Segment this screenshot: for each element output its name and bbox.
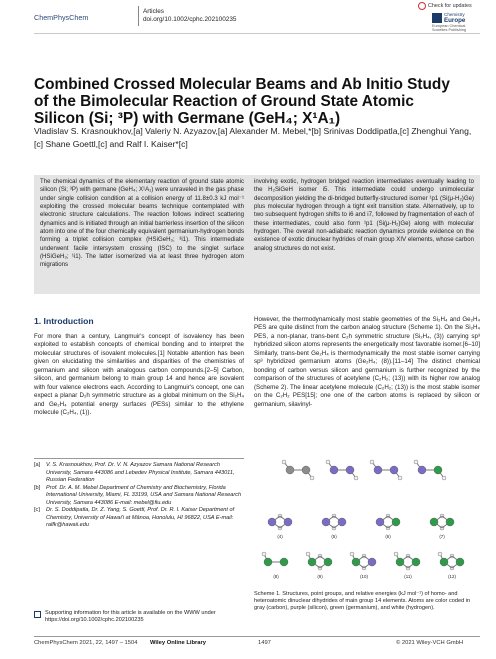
abstract-right: involving exotic, hydrogen bridged reaction intermediates eventually leading to the H₂SiGeH isomer i5. This intermediate could undergo unimolecular decomposition yielding the di-bridged butterfly-structured isomer ¹p1 (Si(μ-H₂)Ge) plus molecular hydrogen through a tight exit transition state. Alternatively, up to two subsequent hydrogen shifts to i6 and i7, followed by fragmentation of each of these intermediates, could also form ¹p1 (Si(μ-H₂)Ge) along with molecular hydrogen. The overall non-adiabatic reaction dynamics provide evidence on the existence of exotic dinuclear hydrides of main group XIV elements, whose carbon analog structures do not exist.	[254, 178, 474, 252]
check-updates-button[interactable]	[418, 2, 472, 10]
article-title: Combined Crossed Molecular Beams and Ab Initio Study of the Bimolecular Reaction of Ground State Atomic Silicon (Si; ³P) with Germane (GeH₄; X¹A₁)	[34, 76, 450, 127]
heavy-atom	[338, 518, 346, 526]
heavy-atom	[368, 558, 376, 566]
hydrogen-atom	[414, 460, 418, 464]
hydrogen-atom	[442, 476, 446, 480]
check-updates-label: Check for updates	[428, 3, 472, 9]
hydrogen-atom	[310, 476, 314, 480]
heavy-atom	[284, 518, 292, 526]
section-label: Articles	[143, 8, 164, 15]
heavy-atom	[374, 466, 382, 474]
heavy-atom	[418, 466, 426, 474]
hydrogen-atom	[262, 552, 266, 556]
hydrogen-atom	[394, 552, 398, 556]
heavy-atom	[330, 466, 338, 474]
heavy-atom	[376, 518, 384, 526]
intro-left-column: For more than a century, Langmuir's concept of isovalency has been exploited to establish concepts of chemical bonding and to interpret the molecular structures of isovalent molecules.[1] Notable attention has been given on elucidating the similarities and disparities of the chemistries of germanium and silicon with analogous carbon compounds.[2–5] Carbon, silicon, and germanium belong to main group 14 and hence are isovalent with four valence electrons each. According to Langmuir's concept, one can expect a planar D₂h symmetric structure as a global minimum on the Si₂H₄ and Ge₂H₄ potential energy surfaces (PESs) similar to the ethylene molecule (C₂H₄, (1)).	[34, 333, 244, 417]
publisher-line1: Chemistry	[444, 12, 465, 17]
affiliation-item: [b] Prof. Dr. A. M. Mebel Department of Chemistry and Biochemistry, Florida International University, Miami, FL 33199, USA and Samara National Research University, Samara 443086 E-mail: mebel@fiu.edu	[34, 484, 242, 506]
affiliation-item: [c] Dr. S. Doddipatla, Dr. Z. Yang, S. Goettl, Prof. Dr. R. I. Kaiser Department of Chemistry, University of Hawai'i at Mānoa, Honolulu, HI 96822, USA E-mail: ralfk@hawaii.edu	[34, 507, 235, 529]
affiliation-item: [a] V. S. Krasnoukhov, Prof. Dr. V. N. Azyazov Samara National Research University, Samara 443086 and Lebedev Physical Institute, Samara 443011, Russian Federation	[34, 462, 235, 484]
supporting-info[interactable]	[34, 610, 244, 624]
publisher-logo	[432, 12, 480, 33]
hydrogen-atom	[438, 552, 442, 556]
compound-label: (7)	[439, 534, 445, 539]
scheme-figure	[254, 452, 480, 592]
heavy-atom	[456, 558, 464, 566]
heavy-atom	[324, 558, 332, 566]
heavy-atom	[322, 518, 330, 526]
heavy-atom	[396, 558, 404, 566]
journal-name[interactable]: ChemPhysChem	[34, 13, 89, 22]
compound-label: (12)	[448, 574, 456, 579]
supporting-info-text: Supporting information for this article is available on the WWW under https://doi.org/10.1002/cphc.202100235	[45, 610, 216, 623]
footer-citation: ChemPhysChem 2021, 22, 1497 – 1504	[34, 640, 138, 646]
doi-link[interactable]: doi.org/10.1002/cphc.202100235	[143, 16, 237, 23]
wiley-online-library-link[interactable]: Wiley Online Library	[150, 640, 206, 646]
heavy-atom	[390, 466, 398, 474]
heavy-atom	[440, 558, 448, 566]
heavy-atom	[434, 466, 442, 474]
compound-label: (11)	[404, 574, 412, 579]
heavy-atom	[412, 558, 420, 566]
supporting-info-icon	[34, 611, 41, 618]
header-rule	[34, 33, 480, 34]
heavy-atom	[392, 518, 400, 526]
page-header	[0, 0, 496, 33]
compound-label: (9)	[317, 574, 323, 579]
hydrogen-atom	[350, 552, 354, 556]
heavy-atom	[264, 558, 272, 566]
heavy-atom	[430, 518, 438, 526]
page-number: 1497	[258, 640, 271, 646]
footer-rule	[34, 636, 480, 637]
heavy-atom	[280, 558, 288, 566]
affiliation-rule	[34, 458, 244, 459]
compound-label: (6)	[385, 534, 391, 539]
compound-label: (4)	[277, 534, 283, 539]
compound-label: (8)	[273, 574, 279, 579]
affiliations	[34, 462, 244, 530]
publisher-line2: Europe	[444, 17, 466, 24]
hydrogen-atom	[282, 460, 286, 464]
hydrogen-atom	[354, 476, 358, 480]
header-divider	[138, 6, 139, 26]
heavy-atom	[446, 518, 454, 526]
abstract-left: The chemical dynamics of the elementary reaction of ground state atomic silicon (Si; ³P) with germane (GeH₄; X¹A₁) were unraveled in the gas phase under single collision condition at a collision energy of 11.8±0.3 kJ mol⁻¹ exploiting the crossed molecular beams technique contemplated with electronic structure calculations. The reaction follows indirect scattering dynamics and is initiated through an initial barrierless insertion of the silicon atom into one of the four chemically equivalent germanium-hydrogen bonds forming a triplet collision complex (HSiGeH₃; ³i1). This intermediate underwent facile intersystem crossing (ISC) to the singlet surface (HSiGeH₃; ¹i1). The latter isomerized via at least three hydrogen atom migrations	[40, 178, 244, 269]
compound-label: (5)	[331, 534, 337, 539]
heavy-atom	[302, 466, 310, 474]
hydrogen-atom	[398, 476, 402, 480]
section-heading: 1. Introduction	[34, 316, 94, 326]
compound-label: (10)	[360, 574, 368, 579]
author-list: Vladislav S. Krasnoukhov,[a] Valeriy N. Azyazov,[a] Alexander M. Mebel,*[b] Srinivas Doddipatla,[c] Zhenghui Yang,[c] Shane Goettl,[c] and Ralf I. Kaiser*[c]	[34, 126, 472, 149]
heavy-atom	[308, 558, 316, 566]
hydrogen-atom	[306, 552, 310, 556]
publisher-mark-icon	[432, 13, 442, 23]
intro-right-column: However, the thermodynamically most stable geometries of the Si₂H₄ and Ge₂H₄ PES are quite distinct from the carbon analog structure (Scheme 1). On the Si₂H₄ PES, a non-planar, trans-bent C₂h symmetric structure (Si₂H₄, (3)) carrying sp³ hybridized silicon atoms represents the energetically most favorable isomer.[6–10] Similarly, trans-bent Ge₂H₄ is thermodynamically the most stable isomer carrying sp³ hybridized germanium atoms (Ge₂H₄; (8)).[11–14] The distinct chemical bonding of carbon versus silicon and germanium is further recognized by the comparison of the structures of acetylene (C₂H₂; (13)) with its higher row analog (Scheme 2). The linear acetylene molecule (C₂H₂; (13)) is the most stable isomer on the C₂H₂ PES[15]; one one of the carbon atoms is replaced by silicon or germanium, silavinyl-	[254, 316, 480, 408]
heavy-atom	[352, 558, 360, 566]
check-updates-icon	[418, 2, 426, 10]
hydrogen-atom	[370, 460, 374, 464]
heavy-atom	[268, 518, 276, 526]
heavy-atom	[286, 466, 294, 474]
publisher-sub: European Chemical Societies Publishing	[432, 24, 466, 33]
copyright: © 2021 Wiley-VCH GmbH	[396, 640, 464, 646]
scheme-caption: Scheme 1. Structures, point groups, and relative energies (kJ mol⁻¹) of homo- and heteroatomic dinuclear dihydrides of main group 14 elements. Atoms are color coded in gray (carbon), purple (silicon), green (germanium), and white (hydrogen).	[254, 591, 471, 612]
hydrogen-atom	[326, 460, 330, 464]
heavy-atom	[346, 466, 354, 474]
